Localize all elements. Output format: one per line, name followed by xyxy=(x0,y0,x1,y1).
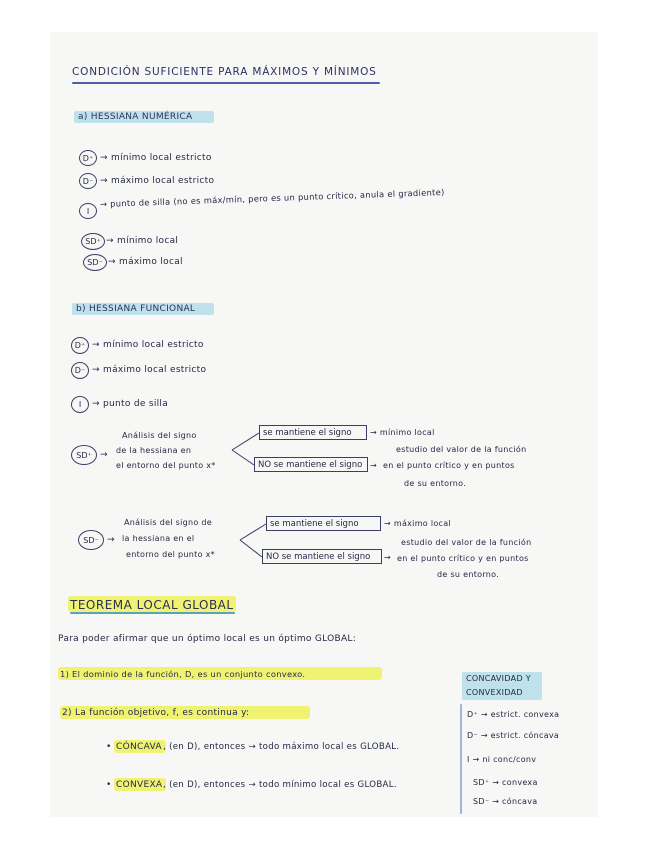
not-keeps-sign-box: NO se mantiene el signo xyxy=(254,457,368,472)
side-heading: CONCAVIDAD Y xyxy=(466,674,531,683)
list-item-text: → mínimo local estricto xyxy=(100,153,212,163)
result-text: estudio del valor de la función xyxy=(401,538,532,547)
result-text: de su entorno. xyxy=(404,479,467,488)
symbol-circle: SD⁻ xyxy=(78,530,104,550)
symbol-circle: I xyxy=(71,396,89,413)
symbol-circle: SD⁺ xyxy=(71,445,97,465)
list-item-text: → mínimo local estricto xyxy=(92,340,204,350)
arrow: → xyxy=(384,553,392,562)
list-item-text: → máximo local estricto xyxy=(92,365,207,375)
list-item-text: → punto de silla (no es máx/mín, pero es un punto crítico, anula el gradiente) xyxy=(99,186,445,209)
result-text: → máximo local xyxy=(384,519,451,528)
analysis-line: Análisis del signo de xyxy=(124,518,213,527)
result-text: en el punto crítico y en puntos xyxy=(383,461,515,470)
convex-rule: , (en D), entonces → todo mínimo local es GLOBAL. xyxy=(163,780,397,790)
analysis-line: de la hessiana en xyxy=(116,446,192,455)
symbol-circle: I xyxy=(79,203,97,219)
side-item: I → ni conc/conv xyxy=(467,755,537,764)
list-item-text: → máximo local xyxy=(108,257,183,267)
side-item: SD⁺ → convexa xyxy=(473,778,538,787)
condition-1: 1) El dominio de la función, D, es un conjunto convexo. xyxy=(60,669,306,679)
analysis-line: Análisis del signo xyxy=(122,431,197,440)
arrow: → xyxy=(370,461,378,470)
analysis-line: la hessiana en el xyxy=(122,534,195,543)
not-keeps-sign-box: NO se mantiene el signo xyxy=(262,549,382,564)
symbol-circle: SD⁺ xyxy=(81,233,105,250)
arrow: → xyxy=(100,450,108,460)
theorem-underline xyxy=(70,612,235,614)
section-a-heading: a) HESSIANA NUMÉRICA xyxy=(78,112,193,122)
side-item: SD⁻ → cóncava xyxy=(473,797,538,806)
result-text: de su entorno. xyxy=(437,570,500,579)
keeps-sign-box: se mantiene el signo xyxy=(259,425,367,440)
bullet: • xyxy=(106,742,112,752)
arrow: → xyxy=(107,535,115,545)
list-item-text: → máximo local estricto xyxy=(100,176,215,186)
result-text: en el punto crítico y en puntos xyxy=(397,554,529,563)
concave-keyword: CÓNCAVA xyxy=(116,742,162,752)
concave-rule: , (en D), entonces → todo máximo local es GLOBAL. xyxy=(163,742,400,752)
convex-keyword: CONVEXA xyxy=(116,780,163,790)
side-bar xyxy=(460,704,462,814)
result-text: → mínimo local xyxy=(370,428,435,437)
side-heading: CONVEXIDAD xyxy=(466,688,523,697)
theorem-intro: Para poder afirmar que un óptimo local es un óptimo GLOBAL: xyxy=(58,634,357,644)
bullet: • xyxy=(106,780,112,790)
list-item-text: → punto de silla xyxy=(92,399,169,409)
symbol-circle: D⁻ xyxy=(71,362,89,379)
page-title: CONDICIÓN SUFICIENTE PARA MÁXIMOS Y MÍNIMOS xyxy=(72,66,377,78)
section-b-heading: b) HESSIANA FUNCIONAL xyxy=(76,304,196,314)
result-text: estudio del valor de la función xyxy=(396,445,527,454)
symbol-circle: D⁻ xyxy=(79,173,97,189)
symbol-circle: D⁺ xyxy=(71,337,89,354)
theorem-heading: TEOREMA LOCAL GLOBAL xyxy=(70,598,234,612)
symbol-circle: SD⁻ xyxy=(83,254,107,271)
list-item-text: → mínimo local xyxy=(106,236,179,246)
condition-2: 2) La función objetivo, f, es continua y: xyxy=(62,708,250,718)
keeps-sign-box: se mantiene el signo xyxy=(266,516,381,531)
side-item: D⁻ → estrict. cóncava xyxy=(467,731,560,740)
symbol-circle: D⁺ xyxy=(79,150,97,166)
analysis-line: el entorno del punto x* xyxy=(116,461,216,470)
side-item: D⁺ → estrict. convexa xyxy=(467,710,560,719)
analysis-line: entorno del punto x* xyxy=(126,550,215,559)
